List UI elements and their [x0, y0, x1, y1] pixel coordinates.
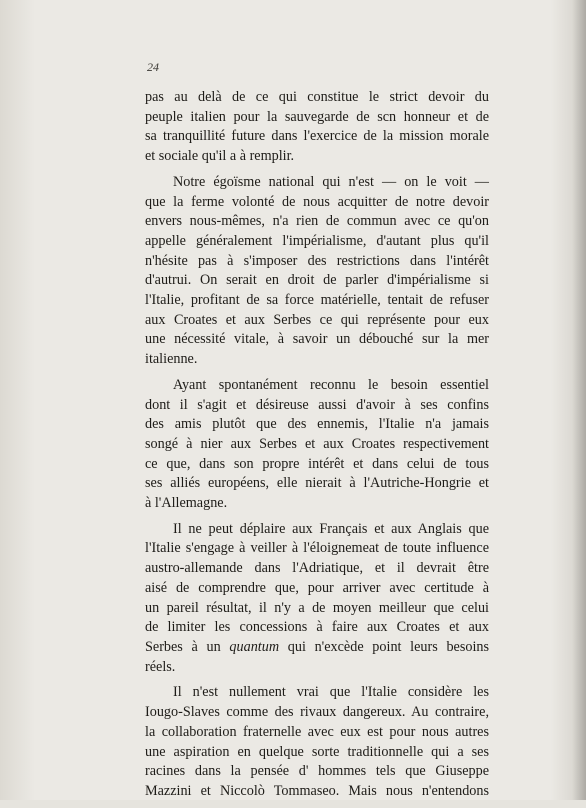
text-line: pas au delà de ce qui constitue le strict devoir du	[145, 89, 489, 105]
text-line: Iougo-Slaves comme des rivaux dangereux. Au contraire,	[145, 704, 489, 721]
text-line: un pareil résultat, il n'y a de moyen meilleur que celui	[145, 599, 489, 616]
text-line: Mazzini et Niccolò Tommaseo. Mais nous n'entendons	[145, 782, 489, 799]
text-line: réels.	[145, 658, 176, 675]
text-line: racines dans la pensée d' hommes tels que Giuseppe	[145, 763, 489, 780]
text-line: aisé de comprendre que, pour arriver avec certitude à	[145, 579, 489, 596]
paragraph-1	[145, 88, 489, 167]
paragraph-5	[145, 683, 489, 801]
page-number: 24	[147, 60, 159, 74]
text-line: et sociale qu'il a à remplir.	[145, 148, 295, 165]
text-fragment: Serbes à un	[145, 638, 221, 655]
text-line: ce que, dans son propre intérêt et dans celui de tous	[145, 455, 489, 472]
text-line: sa tranquillité future dans l'exercice de la mission morale	[145, 128, 489, 145]
text-line: une aspiration en quelque sorte traditionnelle qui a ses	[145, 743, 489, 760]
text-line: la collaboration fraternelle avec eux est pour nous autres	[145, 723, 489, 740]
text-line: Ayant spontanément reconnu le besoin essentiel	[173, 376, 489, 393]
text-line: ses alliés européens, elle nierait à l'Autriche-Hongrie et	[145, 475, 489, 492]
text-line: à l'Allemagne.	[145, 495, 228, 512]
text-fragment: qui n'excède point leurs besoins	[287, 638, 490, 655]
text-line	[145, 638, 489, 658]
page-binding-shadow	[572, 0, 586, 800]
text-line: peuple italien pour la sauvegarde de scn honneur et de	[145, 108, 489, 125]
text-line: l'Italie s'engage à veiller à l'éloignemeat de toute influence	[145, 540, 489, 557]
body-text	[145, 88, 489, 808]
text-line: Notre égoïsme national qui n'est — on le voit —	[173, 173, 489, 190]
text-line: appelle généralement l'impérialisme, d'autant plus qu'il	[145, 232, 489, 249]
text-line: Il ne peut déplaire aux Français et aux Anglais que	[173, 520, 489, 537]
text-line: songé à nier aux Serbes et aux Croates respectivement	[145, 435, 489, 452]
text-line: n'hésite pas à s'imposer des restrictions dans l'intérêt	[145, 252, 489, 269]
text-line: l'Italie, profitant de sa force matérielle, tentait de refuser	[145, 292, 489, 309]
text-line: Il n'est nullement vrai que l'Italie considère les	[173, 684, 489, 701]
text-line: que la ferme volonté de nous acquitter de notre devoir	[145, 193, 489, 210]
text-line: des amis plutôt que des ennemis, l'Italie n'a jamais	[145, 416, 489, 433]
text-line: envers nous-mêmes, n'a rien de commun avec ce qu'on	[145, 213, 489, 230]
paragraph-3	[145, 376, 489, 514]
text-line: italienne.	[145, 351, 198, 368]
text-line: une nécessité vitale, à savoir un débouché sur la mer	[145, 331, 489, 348]
text-line: de limiter les concessions à faire aux Croates et aux	[145, 619, 489, 636]
paragraph-2	[145, 173, 489, 370]
text-line: aux Croates et aux Serbes ce qui représente pour eux	[145, 311, 489, 328]
italic-word: quantum	[229, 638, 280, 655]
paragraph-4	[145, 520, 489, 678]
text-line: austro-allemande dans l'Adriatique, et il devrait être	[145, 560, 489, 577]
text-line: dont il s'agit et désireuse aussi d'avoir à ses confins	[145, 396, 489, 413]
text-line: d'autrui. On serait en droit de parler d'impérialisme si	[145, 272, 489, 289]
